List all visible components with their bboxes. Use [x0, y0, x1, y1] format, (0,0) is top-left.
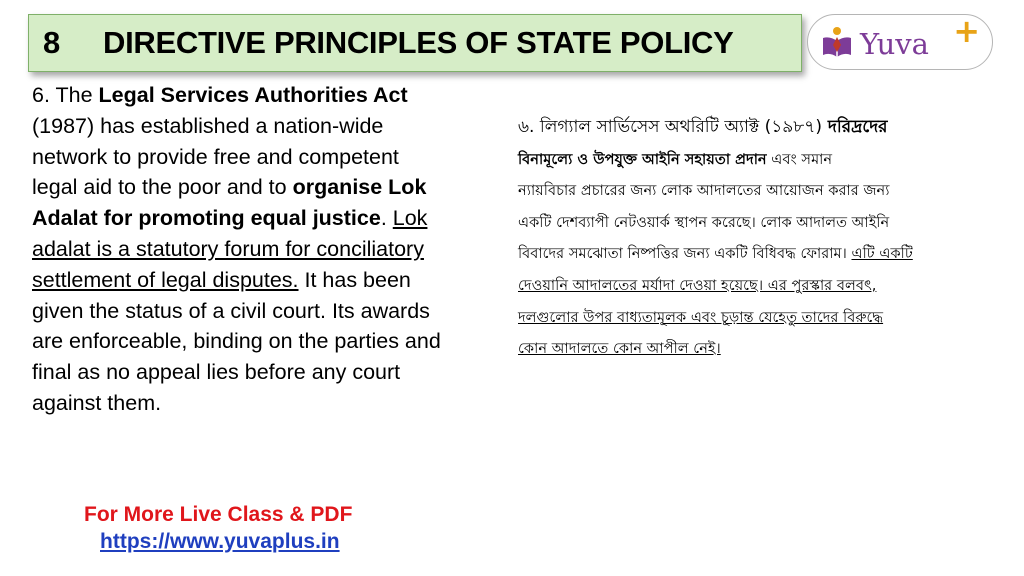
en-line: final as no appeal lies before any court: [32, 360, 401, 385]
footer-website-link[interactable]: https://www.yuvaplus.in: [100, 530, 340, 553]
en-line: are enforceable, binding on the parties and: [32, 329, 441, 354]
footer-promo-text: For More Live Class & PDF: [84, 503, 353, 526]
en-line: given the status of a civil court. Its awards: [32, 298, 430, 323]
en-text: .: [380, 206, 393, 231]
bn-line: একটি দেশব্যাপী নেটওয়ার্ক স্থাপন করেছে। লোক আদালত আইনি: [518, 213, 890, 231]
en-text: 6. The: [32, 83, 99, 107]
en-line: (1987) has established a nation-wide: [32, 113, 384, 138]
pen-book-icon: [820, 25, 854, 59]
en-underline-lok: Lok: [392, 206, 428, 231]
logo-plus: +: [953, 12, 980, 50]
bn-year: (১৯৮৭): [764, 117, 822, 137]
en-bold-act: Legal Services Authorities Act: [98, 83, 408, 107]
bn-text: এবং সমান: [766, 150, 833, 168]
bn-underline-line: দেওয়ানি আদালতের মর্যাদা দেওয়া হয়েছে। এর পুরস্কার বলবৎ,: [518, 276, 877, 294]
bn-bold: বিনামূল্যে ও উপযুক্ত আইনি সহায়তা প্রদান: [518, 150, 767, 168]
bn-text: ৬. লিগ্যাল সার্ভিসেস অথরিটি অ্যাক্ট: [518, 117, 765, 137]
en-text: It has been: [298, 267, 411, 292]
title-banner: [28, 14, 802, 72]
en-underline-line: adalat is a statutory forum for conciliatory: [32, 236, 424, 261]
en-line: network to provide free and competent: [32, 144, 399, 169]
bn-line: ন্যায়বিচার প্রচারের জন্য লোক আদালতের আয়োজন করার জন্য: [518, 182, 890, 200]
bn-underline-line: দলগুলোর উপর বাধ্যতামূলক এবং চূড়ান্ত যেহেতু তাদের বিরুদ্ধে: [518, 308, 884, 326]
page-title: DIRECTIVE PRINCIPLES OF STATE POLICY: [103, 25, 734, 60]
english-paragraph: [32, 80, 522, 419]
logo-text: Yuva: [860, 27, 929, 61]
en-bold-lok: organise Lok: [292, 175, 427, 200]
bn-underline-line: কোন আদালতে কোন আপীল নেই।: [518, 340, 721, 358]
bn-underline: এটি একটি: [851, 245, 913, 263]
bn-bold: দরিদ্রদের: [822, 117, 888, 137]
bn-text: বিবাদের সমঝোতা নিষ্পত্তির জন্য একটি বিধিবদ্ধ ফোরাম।: [518, 245, 852, 263]
section-number: 8: [43, 25, 61, 60]
en-bold-justice: Adalat for promoting equal justice: [32, 206, 381, 231]
en-line: against them.: [32, 390, 162, 415]
en-underline-settlement: settlement of legal disputes.: [32, 267, 299, 292]
en-text: legal aid to the poor and to: [32, 175, 293, 200]
yuva-plus-logo: [807, 14, 993, 70]
bengali-paragraph: [518, 112, 1018, 365]
